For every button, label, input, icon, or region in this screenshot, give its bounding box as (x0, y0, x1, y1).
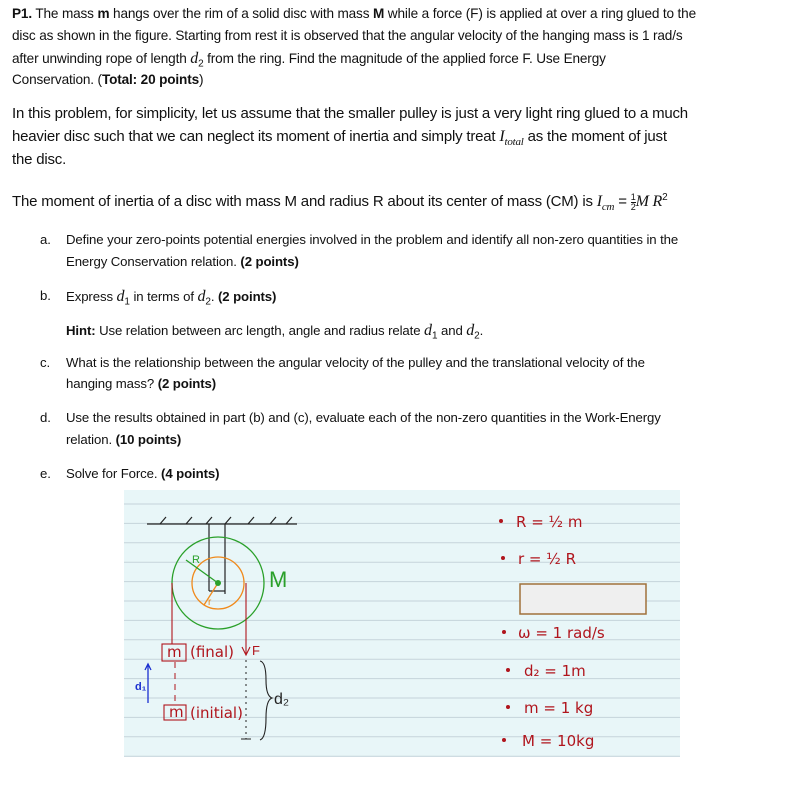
text: while a force (F) is applied at over a ring glued to the (384, 6, 696, 21)
F-label: F (252, 643, 260, 658)
text: What is the relationship between the angular velocity of the pulley and the translational velocity of the (66, 355, 645, 370)
text: the disc. (12, 151, 67, 168)
text (66, 288, 276, 308)
r-label: r (208, 597, 212, 608)
blank-box (520, 584, 646, 614)
M-label: M (269, 567, 288, 592)
problem-line (12, 72, 203, 87)
points: (2 points) (240, 254, 299, 269)
axle (215, 580, 221, 586)
text: The moment of inertia of a disc with mass M and radius R about its center of mass (CM) is (12, 193, 597, 210)
text: hanging mass? (66, 376, 158, 391)
text: Use the results obtained in part (b) and (c), evaluate each of the non-zero quantities in the Work-Energy (66, 410, 661, 425)
initial-label: (initial) (190, 704, 243, 722)
math: I (499, 128, 505, 145)
R-label: R (192, 554, 200, 566)
text: heavier disc such that we can neglect its moment of inertia and simply treat (12, 128, 500, 145)
math: M R (635, 193, 663, 210)
radius-R (186, 560, 218, 583)
hint (66, 322, 483, 342)
total-points: Total: 20 points (101, 72, 199, 87)
text: Define your zero-points potential energies involved in the problem and identify all non-zero quantities in the (66, 232, 679, 247)
text: relation. (66, 432, 116, 447)
text: Conservation. ( (12, 72, 102, 87)
text: as the moment of just (523, 128, 667, 145)
math: 2 (205, 296, 211, 308)
math: 1 (124, 296, 130, 308)
given-omega: ω = 1 rad/s (518, 624, 605, 642)
math: d (116, 288, 125, 305)
given-m: m = 1 kg (524, 699, 594, 717)
math: d (466, 322, 475, 339)
text: M (372, 6, 385, 21)
math: 2 (474, 330, 480, 342)
text: ) (198, 72, 204, 87)
math: 2 (662, 192, 668, 203)
points: (10 points) (115, 432, 182, 447)
given-d2: d₂ = 1m (524, 662, 586, 680)
pulley-figure (124, 490, 680, 757)
text: . (210, 289, 218, 304)
text (66, 466, 219, 481)
points: (4 points) (161, 466, 220, 481)
math: 1 (630, 191, 636, 202)
math: d (190, 50, 199, 67)
math: 2 (198, 58, 204, 70)
given-r: r = ½ R (518, 550, 577, 568)
text (12, 128, 667, 148)
text: . (479, 323, 484, 338)
part-label: c. (40, 355, 51, 370)
part-label: e. (40, 466, 51, 481)
text (66, 432, 181, 447)
text: m (97, 6, 110, 21)
math: total (504, 136, 524, 148)
pulley-diagram (124, 490, 680, 757)
d2-label: d₂ (274, 691, 290, 708)
brace (260, 661, 272, 740)
problem-line: disc as shown in the figure. Starting from rest it is observed that the angular velocity of the hanging mass is 1 rad/s (12, 28, 683, 43)
mass-initial-label: m (169, 703, 184, 721)
problem-line (12, 6, 696, 21)
math: cm (601, 201, 615, 213)
problem-number: P1. (12, 6, 32, 21)
text (66, 254, 299, 269)
points: (2 points) (157, 376, 217, 391)
math: I (596, 193, 602, 210)
text: Solve for Force. (66, 466, 162, 481)
text: In this problem, for simplicity, let us assume that the smaller pulley is just a very light ring glued to a much (12, 105, 688, 122)
final-label: (final) (190, 643, 235, 661)
points: (2 points) (218, 289, 277, 304)
text (66, 376, 216, 391)
d1-label: d₁ (135, 681, 147, 693)
problem-line (12, 50, 606, 70)
text: Express (66, 289, 117, 304)
text: The mass (31, 6, 98, 21)
moment-of-inertia-line (12, 192, 668, 213)
math: d (424, 322, 432, 339)
part-label: d. (40, 410, 51, 425)
text: Energy Conservation relation. (66, 254, 241, 269)
given-M: M = 10kg (522, 732, 595, 750)
text: Use relation between arc length, angle and radius relate (95, 323, 425, 338)
math: d (197, 288, 206, 305)
text: in terms of (129, 289, 198, 304)
math: = (614, 193, 631, 210)
math: 1 (431, 330, 438, 342)
text: after unwinding rope of length (12, 51, 191, 66)
text: from the ring. Find the magnitude of the applied force F. Use Energy (203, 51, 606, 66)
given-R: R = ½ m (516, 513, 583, 531)
givens-list (499, 513, 646, 750)
part-label: a. (40, 232, 51, 247)
math: 2 (630, 201, 636, 212)
text: hangs over the rim of a solid disc with mass (109, 6, 373, 21)
text: and (437, 323, 467, 338)
part-label: b. (40, 288, 51, 303)
hint-label: Hint: (66, 323, 96, 338)
mass-final-label: m (167, 643, 182, 661)
